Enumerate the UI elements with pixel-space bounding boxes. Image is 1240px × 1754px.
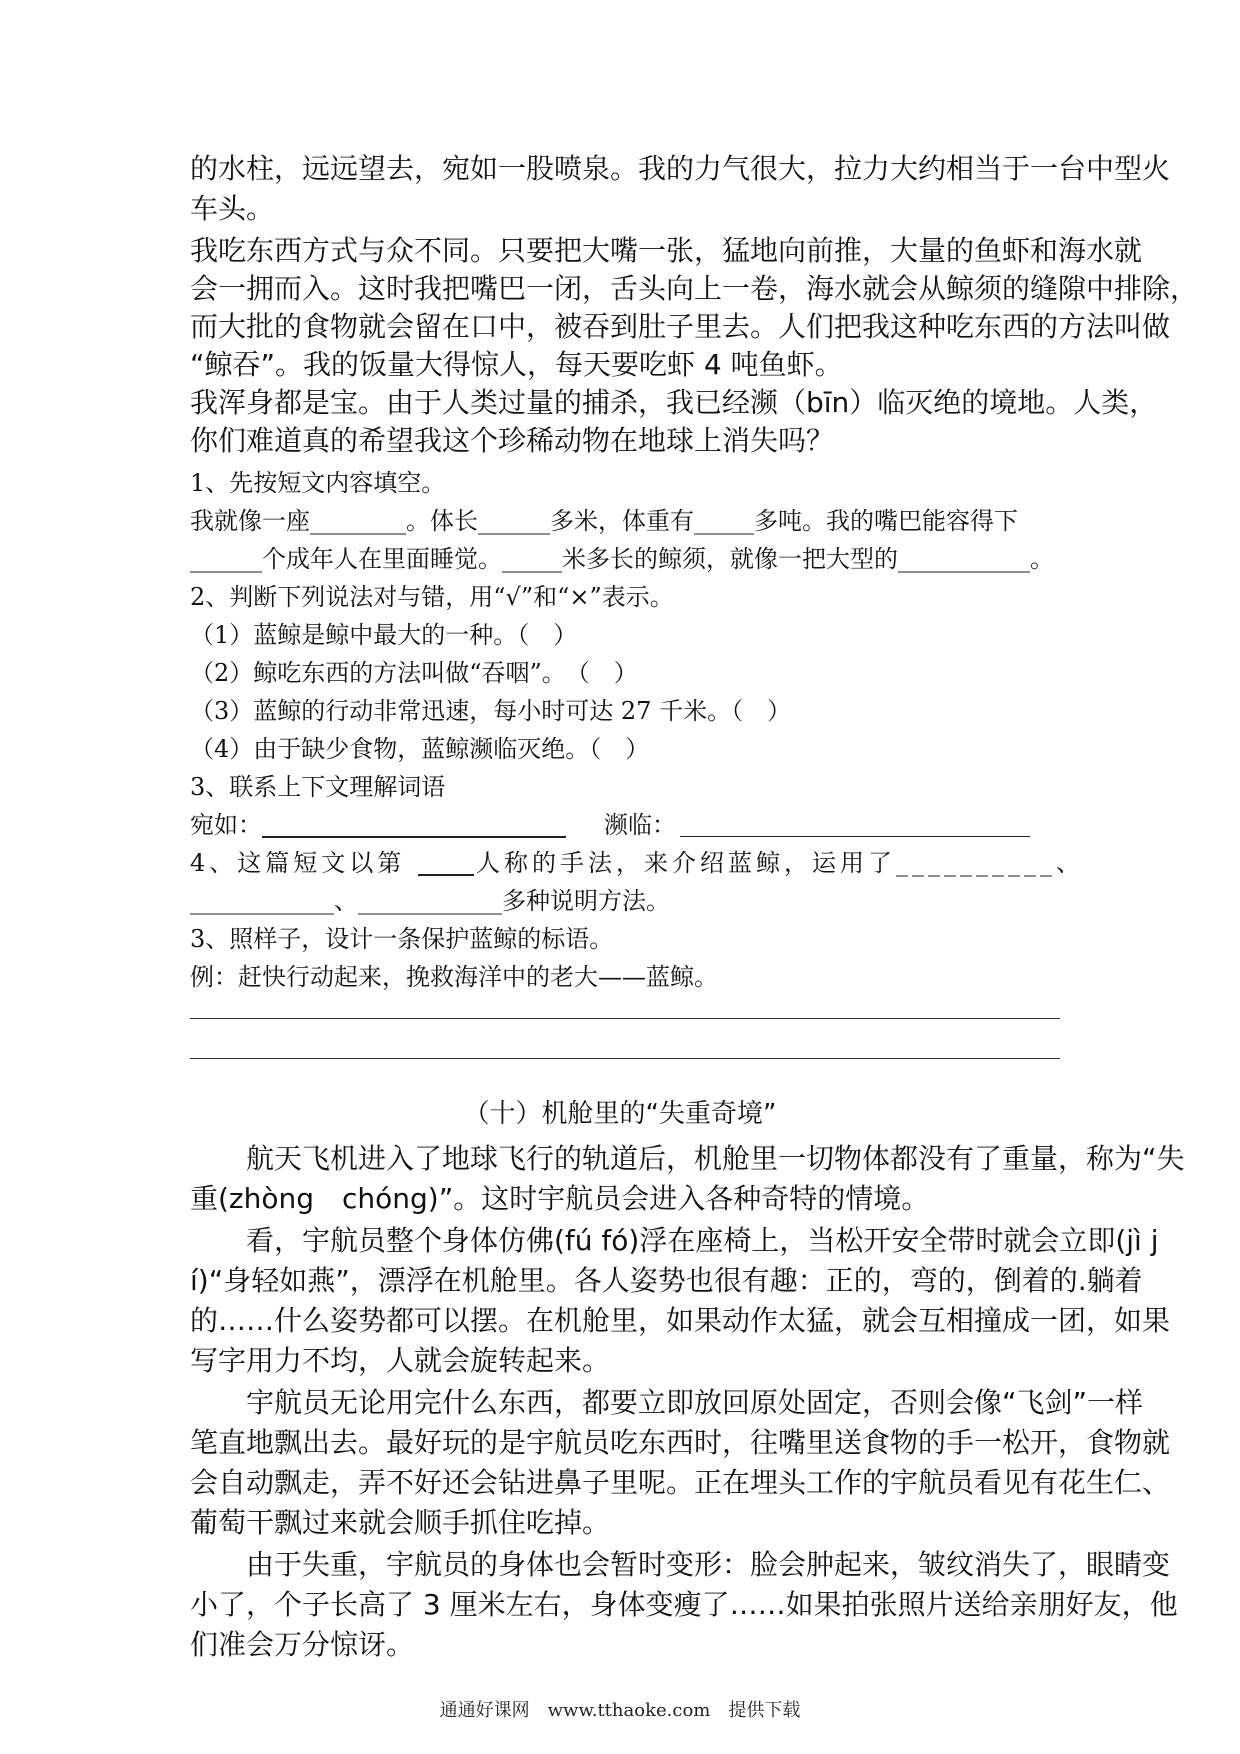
question-4-start: 4、这篇短文以第 xyxy=(190,849,406,877)
judge-item: （4）由于缺少食物，蓝鲸濒临灭绝。（ ） xyxy=(190,735,650,763)
answer-line-slogan xyxy=(190,1058,1060,1059)
passage2-line: 写字用力不均，人就会旋转起来。 xyxy=(190,1344,611,1377)
question-3: 3、联系上下文理解词语 xyxy=(190,773,446,801)
passage2-line: 航天飞机进入了地球飞行的轨道后，机舱里一切物体都没有了重量，称为“失 xyxy=(190,1142,1185,1175)
passage2-line: 小了，个子长高了 3 厘米左右，身体变瘦了……如果拍张照片送给亲朋好友，他 xyxy=(190,1588,1178,1621)
question-2: 2、判断下列说法对与错，用“√”和“×”表示。 xyxy=(190,583,674,611)
question-1-fill-a: 我就像一座________。体长______多米，体重有_____多吨。我的嘴巴能容得下 xyxy=(190,507,1018,535)
passage-line: 的水柱，远远望去，宛如一股喷泉。我的力气很大，拉力大约相当于一台中型火 xyxy=(190,152,1171,185)
judge-item: （3）蓝鲸的行动非常迅速，每小时可达 27 千米。（ ） xyxy=(190,697,792,725)
passage-line: 你们难道真的希望我这个珍稀动物在地球上消失吗？ xyxy=(190,424,835,457)
passage2-line: í)“身轻如燕”，漂浮在机舱里。各人姿势也很有趣：正的，弯的，倒着的.躺着 xyxy=(190,1264,1143,1297)
passage2-line: 葡萄干飘过来就会顺手抓住吃掉。 xyxy=(190,1506,611,1539)
page-footer: 通通好课网 www.tthaoke.com 提供下载 xyxy=(439,1700,801,1721)
passage2-line: 宇航员无论用完什么东西，都要立即放回原处固定，否则会像“飞剑”一样 xyxy=(190,1386,1144,1419)
passage2-line: 看，宇航员整个身体仿佛(fú fó)浮在座椅上，当松开安全带时就会立即(jì j xyxy=(190,1224,1159,1257)
passage2-line: 重(zhòng chóng)”。这时宇航员会进入各种奇特的情境。 xyxy=(190,1182,930,1215)
passage2-line: 的……什么姿势都可以摆。在机舱里，如果动作太猛，就会互相撞成一团，如果 xyxy=(190,1304,1171,1337)
question-4-methods: ____________、____________多种说明方法。 xyxy=(190,887,670,915)
passage-line: 车头。 xyxy=(190,192,275,225)
passage2-line: 笔直地飘出去。最好玩的是宇航员吃东西时，往嘴里送食物的手一松开，食物就 xyxy=(190,1426,1171,1459)
section-title: （十）机舱里的“失重奇境” xyxy=(463,1099,777,1129)
judge-item: （1）蓝鲸是鲸中最大的一种。（ ） xyxy=(190,621,578,649)
question-1-fill-b: ______个成年人在里面睡觉。_____米多长的鲸须，就像一把大型的___________。 xyxy=(190,545,1054,573)
answer-line-binlin xyxy=(680,836,1030,837)
answer-line-person xyxy=(418,874,474,876)
passage-line: 我吃东西方式与众不同。只要把大嘴一张，猛地向前推，大量的鱼虾和海水就 xyxy=(190,234,1143,267)
passage2-line: 们准会万分惊讶。 xyxy=(190,1628,415,1661)
word-wanru-label: 宛如： xyxy=(190,811,262,839)
judge-item: （2）鲸吃东西的方法叫做“吞咽”。 （ ） xyxy=(190,659,638,687)
passage-line: 我浑身都是宝。由于人类过量的捕杀，我已经濒（bīn）临灭绝的境地。人类， xyxy=(190,386,1158,419)
question-4-end: 人称的手法，来介绍蓝鲸，运用了__________、 xyxy=(476,849,1084,877)
word-binlin-label: 濒临： xyxy=(604,811,676,839)
question-1: 1、先按短文内容填空。 xyxy=(190,469,446,497)
passage-line: “鲸吞”。我的饭量大得惊人，每天要吃虾 4 吨鱼虾。 xyxy=(190,348,843,381)
answer-line-slogan xyxy=(190,1018,1060,1019)
passage-line: 会一拥而入。这时我把嘴巴一闭，舌头向上一卷，海水就会从鲸须的缝隙中排除， xyxy=(190,272,1199,305)
answer-line-wanru xyxy=(262,836,566,838)
question-5: 3、照样子，设计一条保护蓝鲸的标语。 xyxy=(190,925,614,953)
passage-line: 而大批的食物就会留在口中，被吞到肚子里去。人们把我这种吃东西的方法叫做 xyxy=(190,310,1171,343)
slogan-example: 例：赶快行动起来，挽救海洋中的老大——蓝鲸。 xyxy=(190,963,718,991)
passage2-line: 由于失重，宇航员的身体也会暂时变形：脸会肿起来，皱纹消失了，眼睛变 xyxy=(190,1548,1171,1581)
passage2-line: 会自动飘走，弄不好还会钻进鼻子里呢。正在埋头工作的宇航员看见有花生仁、 xyxy=(190,1466,1171,1499)
